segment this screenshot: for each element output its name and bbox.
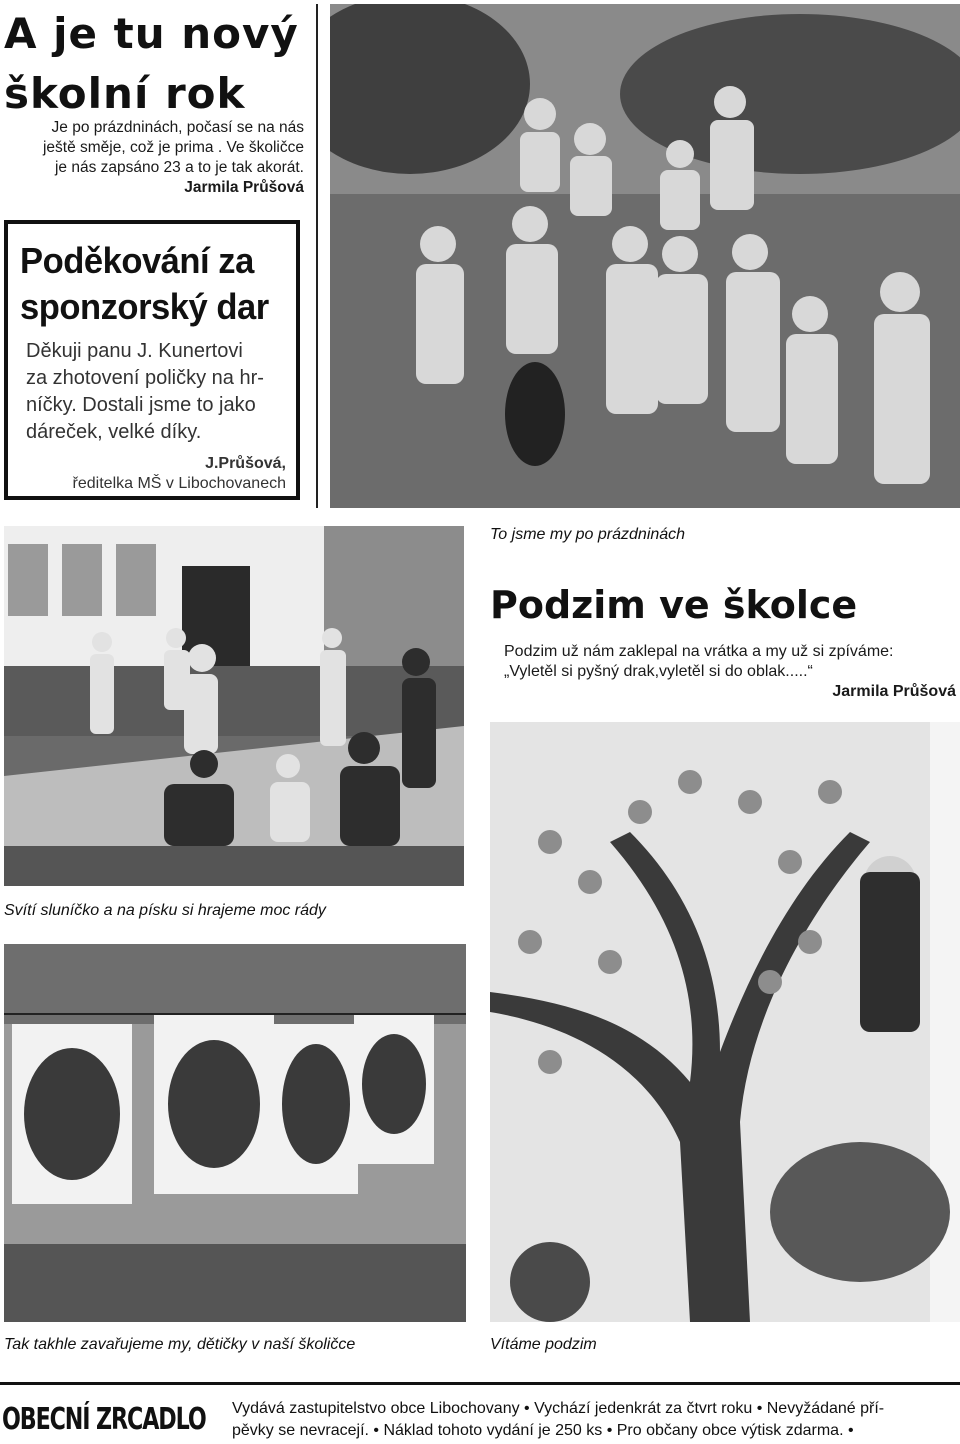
signature: Jarmila Průšová — [832, 683, 956, 700]
column-divider — [316, 4, 318, 508]
group-photo-caption: To jsme my po prázdninách — [490, 526, 686, 543]
newspaper-brand: OBECNÍ ZRCADLO — [2, 1402, 206, 1437]
sponsor-thanks-box — [4, 220, 300, 500]
footer-rule — [0, 1382, 960, 1385]
title-line: sponzorský dar — [20, 286, 269, 327]
body-line: za zhotovení poličky na hr- — [26, 367, 264, 389]
article-school-year-title — [4, 4, 314, 124]
body-line: Děkuji panu J. Kunertovi — [26, 340, 243, 362]
sponsor-thanks-body — [20, 338, 286, 494]
autumn-tree-photo — [490, 722, 960, 1322]
group-photo — [330, 4, 960, 508]
autumn-tree-caption: Vítáme podzim — [490, 1336, 597, 1353]
jar-drawings-photo — [4, 944, 466, 1322]
signature-role: ředitelka MŠ v Libochovanech — [72, 475, 286, 492]
autumn-article-body — [486, 642, 956, 702]
jar-drawings-caption: Tak takhle zavařujeme my, dětičky v naší školičce — [4, 1336, 356, 1353]
body-line: „Vyletěl si pyšný drak,vyletěl si do oblak.....“ — [504, 663, 813, 680]
sandbox-photo — [4, 526, 464, 886]
article-school-year-body — [4, 118, 304, 198]
title-line: A je tu nový — [4, 9, 299, 58]
title-line: Poděkování za — [20, 240, 254, 281]
sponsor-thanks-title — [20, 238, 275, 330]
body-line: Je po prázdninách, počasí se na nás — [51, 119, 304, 136]
body-line: dáreček, velké díky. — [26, 421, 202, 443]
autumn-article-title: Podzim ve školce — [490, 583, 858, 627]
body-line: ještě směje, což je prima . Ve školičce — [42, 139, 304, 156]
body-line: Podzim už nám zaklepal na vrátka a my už si zpíváme: — [504, 643, 894, 660]
body-line: níčky. Dostali jsme to jako — [26, 394, 256, 416]
signature-name: J.Průšová, — [205, 455, 286, 472]
signature: Jarmila Průšová — [184, 179, 304, 196]
sandbox-photo-caption: Svítí sluníčko a na písku si hrajeme moc rády — [4, 902, 326, 919]
publisher-info — [232, 1398, 958, 1442]
body-line: je nás zapsáno 23 a to je tak akorát. — [54, 159, 304, 176]
publisher-line: Vydává zastupitelstvo obce Libochovany • Vychází jedenkrát za čtvrt roku • Nevyžádané pří- — [232, 1400, 885, 1417]
publisher-line: pěvky se nevracejí. • Náklad tohoto vydání je 250 ks • Pro občany obce výtisk zdarma. • — [232, 1422, 854, 1439]
title-line: školní rok — [4, 69, 246, 118]
